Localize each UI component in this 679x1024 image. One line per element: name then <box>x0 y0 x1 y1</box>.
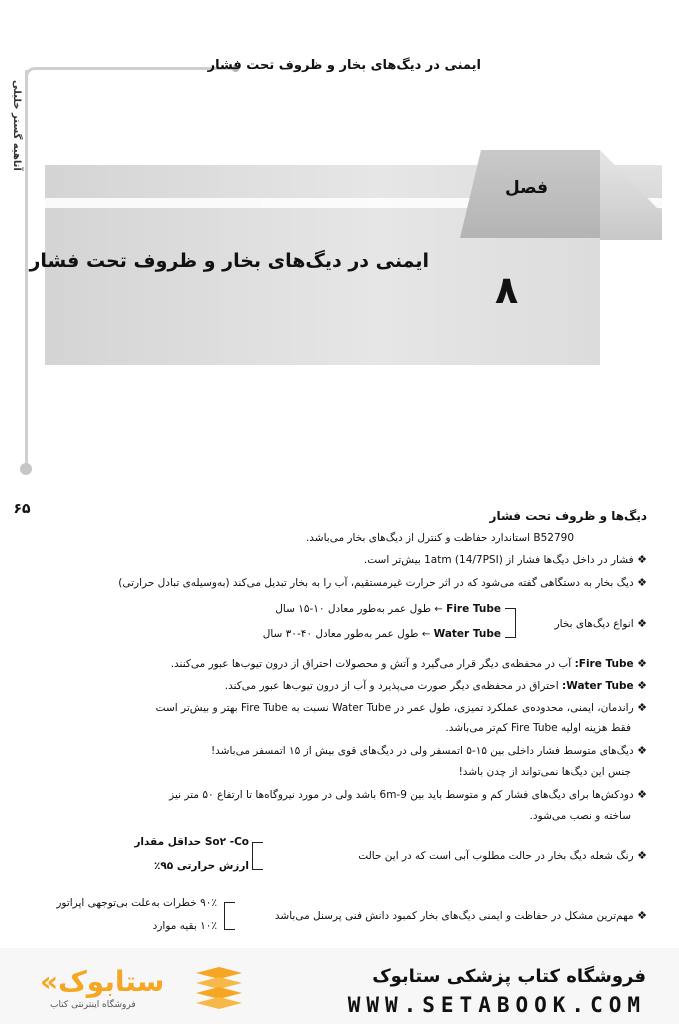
logo-subtitle: فروشگاه اینترنتی کتاب <box>50 1000 136 1010</box>
water-tube-label: Water Tube <box>433 628 501 640</box>
running-title: ایمنی در دیگ‌های بخار و ظروف تحت فشار <box>207 58 481 73</box>
chapter-title: ایمنی در دیگ‌های بخار و ظروف تحت فشار <box>29 250 429 272</box>
types-label: انواع دیگ‌های بخار <box>554 618 634 630</box>
bullet-icon: ❖ <box>633 788 647 801</box>
definition-text: آب در محفظه‌ی دیگر قرار می‌گیرد و آتش و محصولات احتراق از درون تیوب‌ها عبور می‌کنند. <box>170 658 572 670</box>
bullet-icon: ❖ <box>633 744 647 757</box>
list-item-text: رنگ شعله دیگ بخار در حالت مطلوب آبی است که در این حالت <box>358 850 634 862</box>
definition-text: احتراق در محفظه‌ی دیگر صورت می‌پذیرد و آب از درون تیوب‌ها عبور می‌کند. <box>224 680 559 692</box>
water-tube-row <box>263 626 501 643</box>
arrow-left-icon: ← <box>434 604 443 615</box>
bullet-icon: ❖ <box>633 701 647 714</box>
text-line: B52790 استاندارد حفاظت و کنترل از دیگ‌های بخار می‌باشد. <box>305 532 574 544</box>
list-item <box>275 908 647 924</box>
bracket <box>252 842 263 870</box>
arrow-left-icon: ← <box>421 629 431 640</box>
problem-result: ۱۰٪ بقیه موارد <box>152 920 217 932</box>
logo-text: «ستابوک <box>40 965 165 998</box>
text-line: فقط هزینه اولیه Fire Tube کم‌تر می‌باشد. <box>445 722 631 734</box>
flame-result: So۲ -Co حداقل مقدار <box>134 836 249 848</box>
chapter-label: فصل <box>505 178 549 198</box>
chapter-number: ۸ <box>495 268 519 312</box>
list-item <box>225 678 647 694</box>
water-tube-text: طول عمر به‌طور معادل ۴۰-۳۰ سال <box>262 628 419 640</box>
bullet-icon: ❖ <box>633 553 647 566</box>
bullet-icon: ❖ <box>633 909 647 922</box>
list-item-text: راندمان، ایمنی، محدوده‌ی عملکرد تمیزی، طول عمر در Water Tube نسبت به Fire Tube بهتر و بیش‌تر است <box>155 702 634 714</box>
list-item-text: دیگ‌های متوسط فشار داخلی بین ۱۵-۵ اتمسفر ولی در دیگ‌های قوی بیش از ۱۵ اتمسفر می‌باشد! <box>210 745 634 757</box>
section-title: دیگ‌ها و ظروف تحت فشار <box>489 509 647 523</box>
bullet-icon: ❖ <box>633 657 647 670</box>
bracket <box>505 608 516 638</box>
list-item <box>364 552 647 568</box>
list-item <box>171 656 647 672</box>
list-item <box>156 700 647 716</box>
fire-tube-label: Fire Tube <box>446 603 501 615</box>
list-item <box>118 575 647 591</box>
frame-top-line <box>25 67 233 80</box>
fire-tube-text: طول عمر به‌طور معادل ۱۰-۱۵ سال <box>275 603 432 615</box>
text-line: جنس این دیگ‌ها نمی‌تواند از چدن باشد! <box>458 766 631 778</box>
list-item <box>358 848 647 864</box>
frame-dot <box>20 463 32 475</box>
flame-result: ارزش حرارتی ۹۵٪ <box>153 860 249 872</box>
text-line: ساخته و نصب می‌شود. <box>529 810 631 822</box>
setabook-logo-icon <box>192 965 246 1011</box>
definition-label: Water Tube: <box>562 680 634 692</box>
store-url[interactable]: WWW.SETABOOK.COM <box>347 993 646 1017</box>
fire-tube-row <box>275 601 501 618</box>
list-item-text: فشار در داخل دیگ‌ها فشار از 1atm (14/7PSI) بیش‌تر است. <box>363 554 634 566</box>
store-name: فروشگاه کتاب پزشکی ستابوک <box>372 966 646 987</box>
list-item-text: مهم‌ترین مشکل در حفاظت و ایمنی دیگ‌های بخار کمبود دانش فنی پرسنل می‌باشد <box>274 910 634 922</box>
bullet-icon: ❖ <box>633 576 647 589</box>
frame-side-line <box>25 70 28 465</box>
page-number: ۶۵ <box>13 501 31 517</box>
list-item <box>211 743 647 759</box>
definition-label: Fire Tube: <box>574 658 634 670</box>
bracket <box>224 902 235 930</box>
problem-result: ۹۰٪ خطرات به‌علت بی‌توجهی اپراتور <box>56 897 217 909</box>
list-item-text: دودکش‌ها برای دیگ‌های فشار کم و متوسط باید بین 6m-9 باشد ولی در مورد نیروگاه‌ها تا ارتفاع ۵۰ متر نیز <box>169 789 634 801</box>
side-author: آتاهیه گستر خلیلی <box>11 80 22 171</box>
bullet-icon: ❖ <box>633 617 647 630</box>
list-item-text: دیگ بخار به دستگاهی گفته می‌شود که در اثر حرارت غیرمستقیم، آب را به بخار تبدیل می‌کند (به‌وسیله‌ی تبادل حرارتی) <box>118 577 634 589</box>
list-item <box>169 787 647 803</box>
bullet-icon: ❖ <box>633 679 647 692</box>
bullet-icon: ❖ <box>633 849 647 862</box>
list-item <box>555 616 647 632</box>
